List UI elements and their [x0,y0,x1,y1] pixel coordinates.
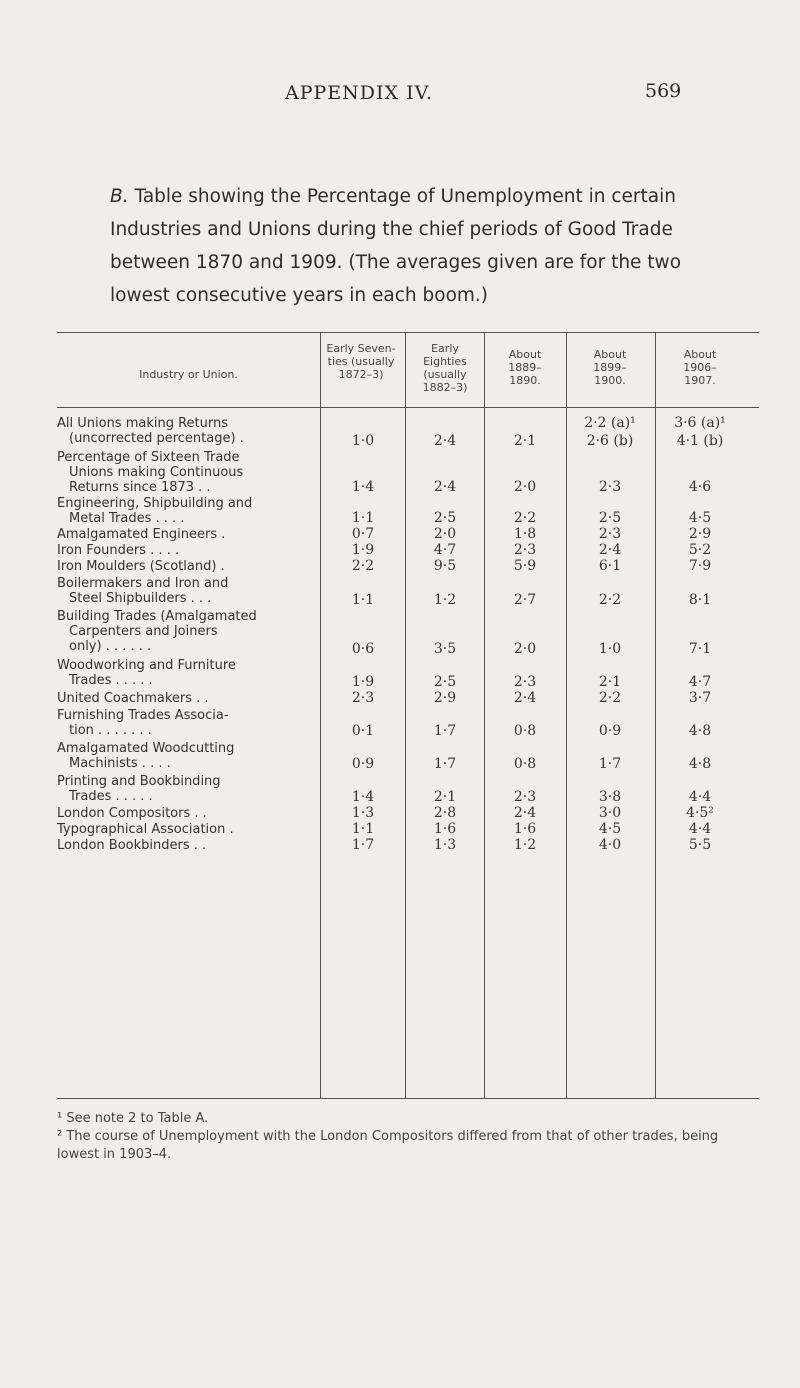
table-cell: 4·4 [688,789,712,805]
table-cell: 1·8 [513,526,537,542]
table-cell: 0·7 [351,526,375,542]
table-cell: 9·5 [433,558,457,574]
caption-label: B. [110,186,129,207]
table-cell: 4·8 [688,723,712,739]
table-cell: 4·0 [598,837,622,853]
table-row-label: Iron Moulders (Scotland) . [57,559,225,574]
table-cell: 3·8 [598,789,622,805]
table-cell: 5·2 [688,542,712,558]
table-cell: 0·9 [598,723,622,739]
table-cell: 1·9 [351,542,375,558]
table-row-label: Building Trades (Amalgamated Carpenters and Joiners only) . . . . . . [57,609,257,654]
table-row-label: London Compositors . . [57,806,207,821]
table-cell: 8·1 [688,592,712,608]
table-cell: 4·1 (b) [676,433,724,449]
table-cell: 2·5 [598,510,622,526]
table-row-label: Woodworking and Furniture Trades . . . . . [57,658,236,688]
table-cell: 2·4 [598,542,622,558]
table-cell: 4·5² [686,805,714,821]
table-cell: 3·5 [433,641,457,657]
footnote: ¹ See note 2 to Table A. [57,1111,209,1126]
table-cell: 1·7 [433,723,457,739]
table-cell: 2·4 [433,433,457,449]
table-cell: 2·5 [433,510,457,526]
table-cell: 1·2 [433,592,457,608]
table-row-label: Engineering, Shipbuilding and Metal Trades . . . . [57,496,253,526]
table-bottom-rule [57,1098,759,1099]
table-cell: 3·0 [598,805,622,821]
table-caption [110,180,710,312]
table-cell: 4·8 [688,756,712,772]
table-cell: 4·5 [598,821,622,837]
table-cell: 4·7 [688,674,712,690]
table-cell: 2·5 [433,674,457,690]
column-header-seventies: Early Seven-ties (usually 1872–3) [326,342,396,381]
table-cell: 6·1 [598,558,622,574]
table-cell: 2·0 [513,641,537,657]
table-cell: 4·4 [688,821,712,837]
table-cell: 0·9 [351,756,375,772]
table-cell: 1·0 [598,641,622,657]
table-row-label: United Coachmakers . . [57,691,209,706]
table-cell: 2·2 [513,510,537,526]
table-cell: 0·8 [513,723,537,739]
column-header-eighties: Early Eighties (usually 1882–3) [422,342,468,394]
column-header-industry: Industry or Union. [139,368,238,381]
table-cell: 1·1 [351,821,375,837]
table-cell: 4·7 [433,542,457,558]
table-cell: 2·2 [598,690,622,706]
table-cell: 1·7 [433,756,457,772]
table-cell: 3·7 [688,690,712,706]
table-cell: 1·1 [351,510,375,526]
table-cell: 2·2 [351,558,375,574]
table-cell: 0·1 [351,723,375,739]
table-cell: 2·4 [513,805,537,821]
table-cell: 2·3 [513,542,537,558]
table-cell: 0·8 [513,756,537,772]
table-cell: 4·5 [688,510,712,526]
table-cell: 2·2 (a)¹ [584,415,636,431]
table-cell: 2·9 [433,690,457,706]
table-cell: 2·4 [433,479,457,495]
table-cell: 2·1 [598,674,622,690]
table-row-label: Iron Founders . . . . [57,543,180,558]
table-row-label: Amalgamated Engineers . [57,527,226,542]
table-row-label: Typographical Association . [57,822,234,837]
table-cell: 2·1 [513,433,537,449]
table-cell: 3·6 (a)¹ [674,415,726,431]
table-cell: 2·3 [351,690,375,706]
table-cell: 1·4 [351,789,375,805]
table-cell: 1·7 [598,756,622,772]
table-cell: 2·1 [433,789,457,805]
table-cell: 1·0 [351,433,375,449]
table-cell: 5·5 [688,837,712,853]
column-header-1889: About 1889–1890. [508,348,542,387]
table-cell: 1·4 [351,479,375,495]
table-cell: 1·3 [433,837,457,853]
table-cell: 2·3 [598,526,622,542]
table-cell: 2·7 [513,592,537,608]
table-row-label: Printing and Bookbinding Trades . . . . . [57,774,221,804]
table-row-label: London Bookbinders . . [57,838,207,853]
table-cell: 1·6 [513,821,537,837]
footnote: ² The course of Unemployment with the London Compositors differed from that of other trades, being lowest in 1903–4. [57,1129,719,1162]
table-cell: 2·3 [513,674,537,690]
table-cell: 1·3 [351,805,375,821]
table-cell: 2·3 [513,789,537,805]
table-cell: 2·9 [688,526,712,542]
table-row-label: Boilermakers and Iron and Steel Shipbuilders . . . [57,576,229,606]
table-cell: 1·7 [351,837,375,853]
table-row-label: Furnishing Trades Associa- tion . . . . . . . [57,708,229,738]
table-cell: 5·9 [513,558,537,574]
table-cell: 2·2 [598,592,622,608]
table-cell: 1·2 [513,837,537,853]
table-cell: 2·8 [433,805,457,821]
table-top-rule [57,332,759,333]
column-header-1899: About 1899–1900. [593,348,627,387]
table-cell: 1·6 [433,821,457,837]
table-cell: 1·1 [351,592,375,608]
table-row-label: Percentage of Sixteen Trade Unions making Continuous Returns since 1873 . . [57,450,244,495]
table-header-rule [57,407,759,408]
table-cell: 2·0 [513,479,537,495]
table-cell: 7·1 [688,641,712,657]
page-header: APPENDIX IV. [285,82,434,104]
caption-text: Table showing the Percentage of Unemployment in certain Industries and Unions during the chief periods of Good Trade between 1870 and 1909. (The averages given are for the two lowest consecutive years in each boom.) [110,186,682,306]
table-cell: 2·4 [513,690,537,706]
table-cell: 7·9 [688,558,712,574]
table-cell: 2·6 (b) [586,433,634,449]
table-row-label: All Unions making Returns (uncorrected percentage) . [57,416,244,446]
table-cell: 2·3 [598,479,622,495]
table-row-label: Amalgamated Woodcutting Machinists . . . . [57,741,235,771]
table-cell: 4·6 [688,479,712,495]
column-header-1906: About 1906–1907. [683,348,717,387]
page-number: 569 [645,80,682,102]
table-cell: 1·9 [351,674,375,690]
table-cell: 0·6 [351,641,375,657]
table-cell: 2·0 [433,526,457,542]
